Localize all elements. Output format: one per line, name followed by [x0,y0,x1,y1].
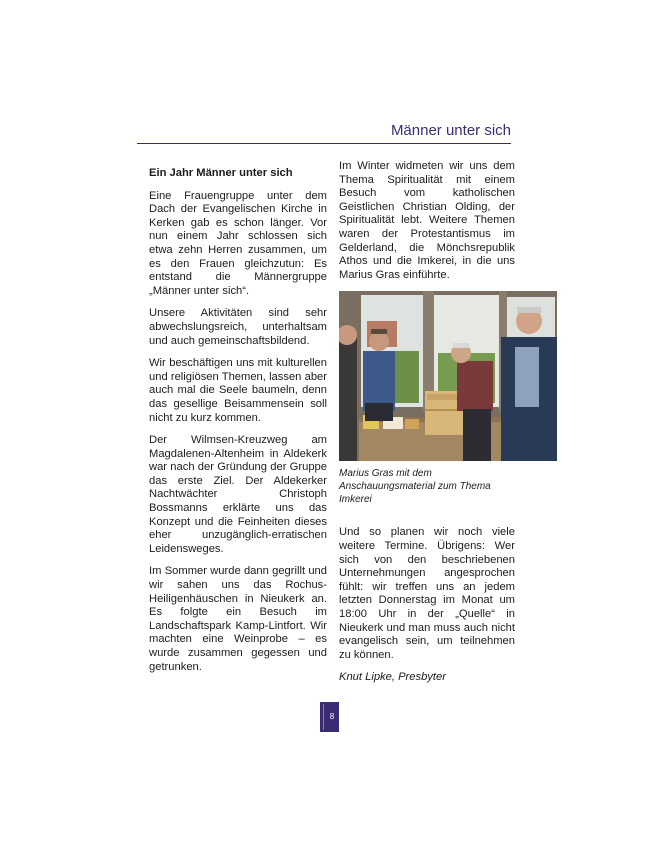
article-paragraph: Der Wilmsen-Kreuzweg am Magdalenen-Altenheim in Aldekerk war nach der Gründung der Gruppe das erste Ziel. Der Aldekerker Nachtwächter Christoph Bossmanns erklärte uns das Konzept und die Feinheiten dieses eher unzugänglich-erratischen Leidensweges. [149,434,327,555]
photo-caption: Marius Gras mit dem Anschauungsmaterial zum Thema Imkerei [339,468,491,506]
article-right-column [339,160,515,694]
article-paragraph: Im Sommer wurde dann gegrillt und wir sahen uns das Rochus-Heiligenhäuschen in Nieukerk an. Es folgte ein Besuch im Landschaftspark Kamp-Lintfort. Wir machten eine Weinprobe – es wurde zusammen gegessen und getrunken. [149,565,327,673]
article-paragraph: Unsere Aktivitäten sind sehr abwechslungsreich, unterhaltsam und auch gemeinschaftsbildend. [149,307,327,347]
article-paragraph: Wir beschäftigen uns mit kulturellen und religiösen Themen, lassen aber auch mal die Seele baumeln, denn das gesellige Beisammensein soll nicht zu kurz kommen. [149,357,327,424]
header-rule [137,143,511,144]
article-paragraph: Und so planen wir noch viele weitere Termine. Übrigens: Wer sich von den beschriebenen Unternehmungen angesprochen fühlt: wir treffen uns an jedem letzten Donnerstag im Monat um 18:00 Uhr in der „Quelle“ in Nieukerk und man muss auch nicht evangelisch sein, um teilnehmen zu können. [339,526,515,661]
page-number-tab [320,702,339,732]
beekeeping-photo-illustration [339,291,557,461]
page-number: 8 [329,712,335,721]
article-heading: Ein Jahr Männer unter sich [149,167,293,179]
article-paragraph: Im Winter widmeten wir uns dem Thema Spiritualität mit einem Besuch vom katholischen Geistlichen Christian Olding, der Spiritualität lebt. Weitere Themen waren der Protestantismus im Gelderland, die Mönchsrepublik Athos und die Imkerei, in die uns Marius Gras einführte. [339,160,515,281]
article-paragraph: Eine Frauengruppe unter dem Dach der Evangelischen Kirche in Kerken gab es schon länger. Vor nun einem Jahr schlossen sich etwa zehn Herren zusammen, um es den Frauen gleichzutun: Es entstand die Männergruppe „Männer unter sich“. [149,189,327,297]
article-left-column [149,167,327,683]
article-author: Knut Lipke, Presbyter [339,671,446,684]
beekeeping-photo [339,291,557,461]
page-header-title: Männer unter sich [390,122,511,139]
